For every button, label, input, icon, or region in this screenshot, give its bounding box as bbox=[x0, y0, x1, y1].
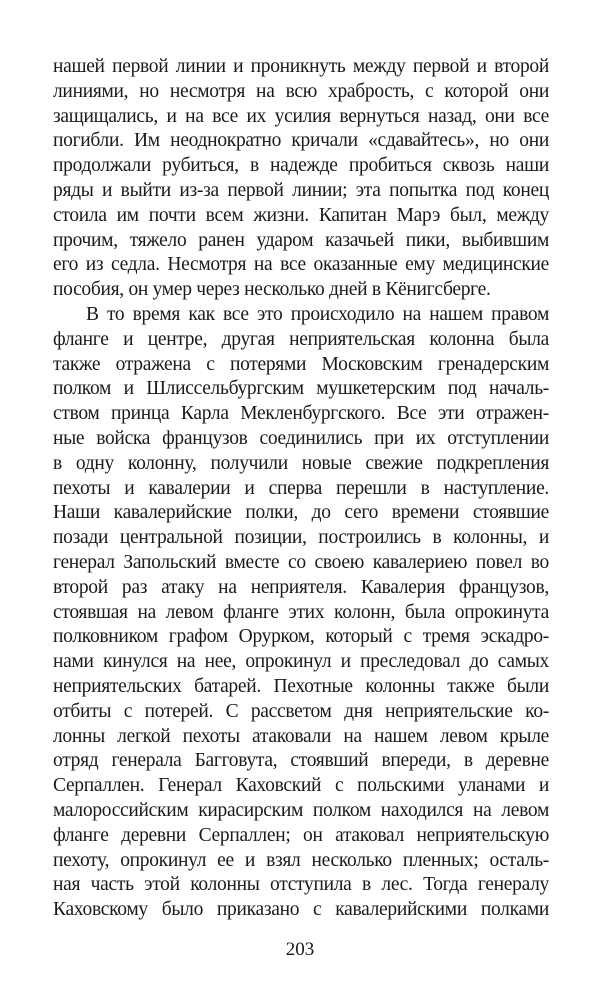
text-line: отряд генерала Багговута, стоявший впереди, в деревне bbox=[53, 750, 549, 772]
text-line: позади центральной позиции, построились в колонны, и bbox=[53, 527, 549, 549]
text-line: прочим, тяжело ранен ударом казачьей пики, выбившим bbox=[53, 229, 549, 251]
text-line: полком и Шлиссельбургским мушкетерским под началь- bbox=[53, 378, 549, 400]
text-line: второй раз атаку на неприятеля. Кавалерия французов, bbox=[53, 576, 549, 598]
text-line: полковником графом Орурком, который с тремя эскадро- bbox=[53, 626, 549, 648]
text-line: генерал Запольский вместе со своею кавалериею повел во bbox=[53, 551, 549, 573]
text-line: Каховскому было приказано с кавалерийскими полками bbox=[53, 899, 549, 921]
text-line: пособия, он умер через несколько дней в Кёнигсберге. bbox=[53, 279, 491, 301]
text-line: продолжали рубиться, в надежде пробиться сквозь наши bbox=[53, 155, 549, 177]
text-line: защищались, и на все их усилия вернуться назад, они все bbox=[53, 105, 549, 127]
text-line: малороссийским кирасирским полком находился на левом bbox=[53, 799, 549, 821]
text-line: погибли. Им неоднократно кричали «сдавайтесь», но они bbox=[53, 130, 549, 152]
text-line: ством принца Карла Мекленбургского. Все эти отражен- bbox=[53, 403, 549, 425]
text-line: лонны легкой пехоты атаковали на нашем левом крыле bbox=[53, 725, 549, 747]
text-line: ные войска французов соединились при их отступлении bbox=[53, 427, 549, 449]
text-line: стоявшая на левом фланге этих колонн, была опрокинута bbox=[53, 601, 549, 623]
text-line: неприятельских батарей. Пехотные колонны также были bbox=[53, 675, 549, 697]
text-line: ная часть этой колонны отступила в лес. Тогда генералу bbox=[53, 874, 549, 896]
text-line: ряды и выйти из-за первой линии; эта попытка под конец bbox=[53, 179, 549, 201]
text-line: линиями, но несмотря на всю храбрость, с которой они bbox=[53, 80, 549, 102]
text-line: Наши кавалерийские полки, до сего времени стоявшие bbox=[53, 502, 549, 524]
text-line: его из седла. Несмотря на все оказанные ему медицинские bbox=[53, 254, 549, 276]
text-line: также отражена с потерями Московским гренадерским bbox=[53, 353, 549, 375]
page-number: 203 bbox=[285, 939, 315, 960]
text-line: В то время как все это происходило на нашем правом bbox=[86, 303, 549, 325]
text-line: нашей первой линии и проникнуть между первой и второй bbox=[53, 56, 549, 77]
page-body-text bbox=[53, 55, 549, 923]
text-line: отбиты с потерей. С рассветом дня неприятельские ко- bbox=[53, 700, 549, 722]
text-line: Серпаллен. Генерал Каховский с польскими уланами и bbox=[53, 775, 549, 797]
text-line: в одну колонну, получили новые свежие подкрепления bbox=[53, 452, 549, 474]
text-line: пехоту, опрокинул ее и взял несколько пленных; осталь- bbox=[53, 849, 549, 871]
text-line: фланге деревни Серпаллен; он атаковал неприятельскую bbox=[53, 824, 549, 846]
text-line: фланге и центре, другая неприятельская колонна была bbox=[53, 328, 549, 350]
text-line: пехоты и кавалерии и сперва перешли в наступление. bbox=[53, 477, 549, 499]
text-line: стоила им почти всем жизни. Капитан Марэ был, между bbox=[53, 204, 549, 226]
text-line: нами кинулся на нее, опрокинул и преследовал до самых bbox=[53, 651, 549, 673]
